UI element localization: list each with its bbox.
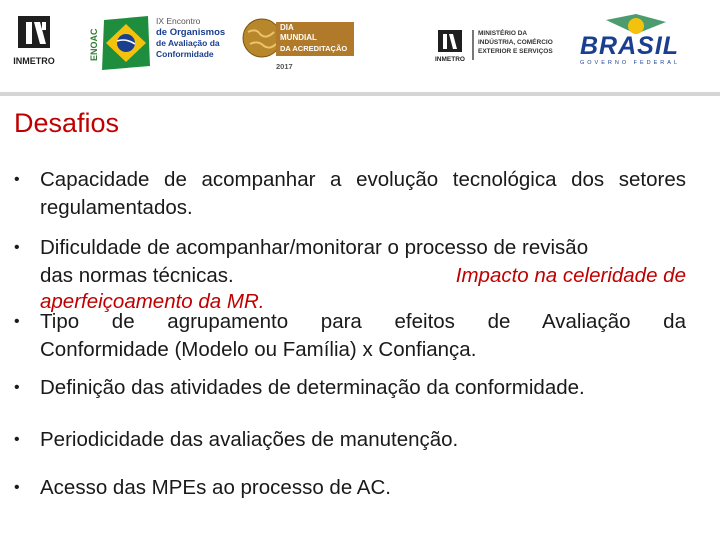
inmetro2-label: INMETRO [435,56,465,63]
page-title: Desafios [14,108,120,138]
bullet-dot: • [14,479,20,496]
dia-line1: DIA [280,23,294,32]
enoac-logo [88,14,152,72]
ministerio-logo [472,30,568,64]
bullet-text-line2: Conformidade (Modelo ou Família) x Confiança. [40,338,477,361]
list-item [14,308,686,364]
encontro-line3: de Avaliação da [156,38,220,48]
dia-line3: DA ACREDITAÇÃO [280,44,348,53]
inmetro-small-icon [430,28,470,58]
bullet-dot: • [14,171,20,188]
ministerio-divider [472,30,474,60]
bullet-text: Periodicidade das avaliações de manutenção. [40,428,459,451]
ministerio-line2: INDÚSTRIA, COMÉRCIO [478,39,553,46]
governo-label: GOVERNO FEDERAL [580,60,681,66]
inmetro-small-logo [430,28,470,68]
inmetro-logo [6,14,62,70]
encontro-line4: Conformidade [156,49,214,59]
encontro-line2: de Organismos [156,27,226,38]
list-item [14,374,686,402]
dia-mundial-logo [240,14,356,74]
bullet-text: Definição das atividades de determinação da conformidade. [40,376,585,399]
list-item [14,166,686,226]
ministerio-line3: EXTERIOR E SERVIÇOS [478,48,553,55]
bullet-dot: • [14,431,20,448]
bullet-text-line1: Tipo de agrupamento para efeitos de Avaliação da [40,310,686,333]
bullet-text-line1 [40,234,686,262]
dia-year: 2017 [276,62,293,71]
inmetro-label: INMETRO [13,56,55,66]
bullet-text-line2 [40,262,686,290]
bullet-dot: • [14,313,20,330]
list-item [14,426,686,454]
encontro-line1: IX Encontro [156,16,201,26]
header-divider [0,92,720,96]
header-logos [0,0,720,84]
bullet-dot: • [14,239,20,256]
brasil-label: BRASIL [580,32,680,60]
enoac-label: ENOAC [89,28,99,61]
bullet-emphasis-line3: aperfeiçoamento da MR. [40,290,265,313]
dia-line2: MUNDIAL [280,33,317,42]
bullet-dot: • [14,379,20,396]
list-item [14,234,686,318]
bullet-text-part: das normas técnicas. [40,264,234,287]
list-item [14,474,686,502]
brasil-logo [576,12,696,72]
encontro-text [156,16,238,68]
brazil-flag-icon [100,14,152,72]
ministerio-line1: MINISTÉRIO DA [478,30,528,37]
bullet-text: Acesso das MPEs ao processo de AC. [40,476,391,499]
bullet-text-part: Dificuldade de acompanhar/monitorar o processo de revisão [40,236,589,259]
bullet-text: Capacidade de acompanhar a evolução tecnológica dos setores regulamentados. [40,168,686,219]
bullet-emphasis: Impacto na celeridade de [455,264,686,287]
